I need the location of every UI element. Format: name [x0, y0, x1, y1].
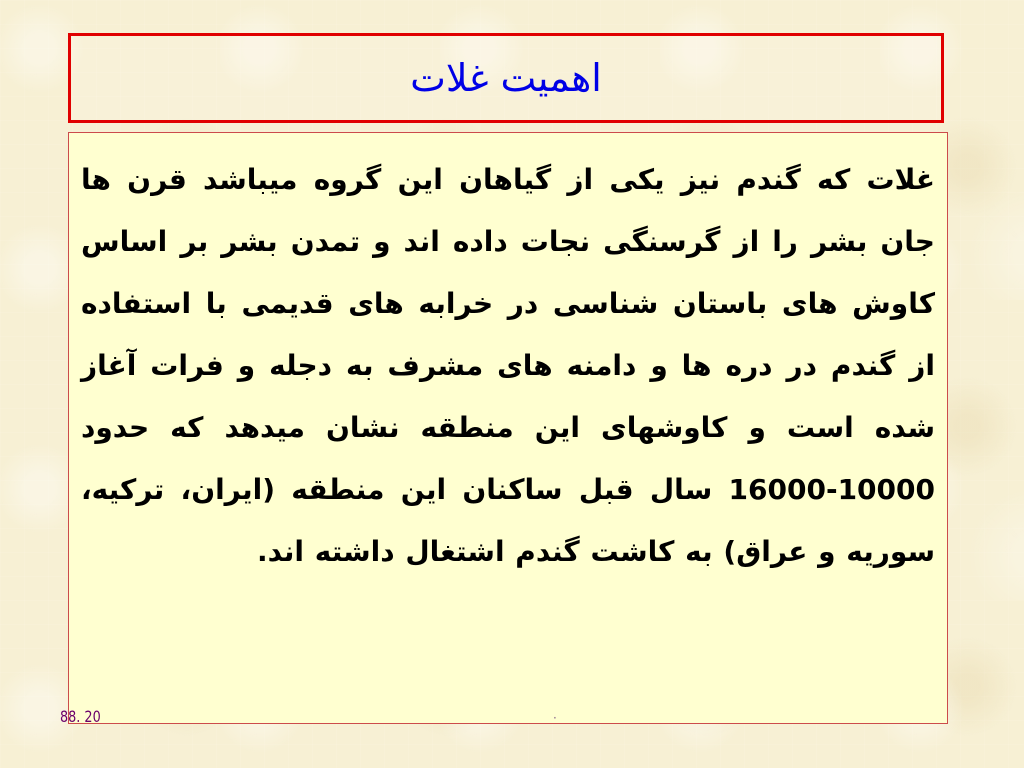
- content-box: [68, 132, 948, 724]
- footer-mark: ·: [553, 711, 557, 725]
- footer-text: 88. 20: [60, 707, 101, 726]
- title-box: [68, 33, 944, 123]
- slide-title: اهمیت غلات: [410, 56, 602, 100]
- body-text: غلات که گندم نیز یکی از گیاهان این گروه میباشد قرن ها جان بشر را از گرسنگی نجات داده اند و تمدن بشر بر اساس کاوش های باستان شناسی در خرابه های قدیمی با استفاده از گندم در دره ها و دامنه های مشرف به دجله و فرات آغاز شده است و کاوشهای این منطقه نشان میدهد که حدود 10000-16000 سال قبل ساکنان این منطقه (ایران، ترکیه، سوریه و عراق) به کاشت گندم اشتغال داشته اند.: [81, 163, 935, 568]
